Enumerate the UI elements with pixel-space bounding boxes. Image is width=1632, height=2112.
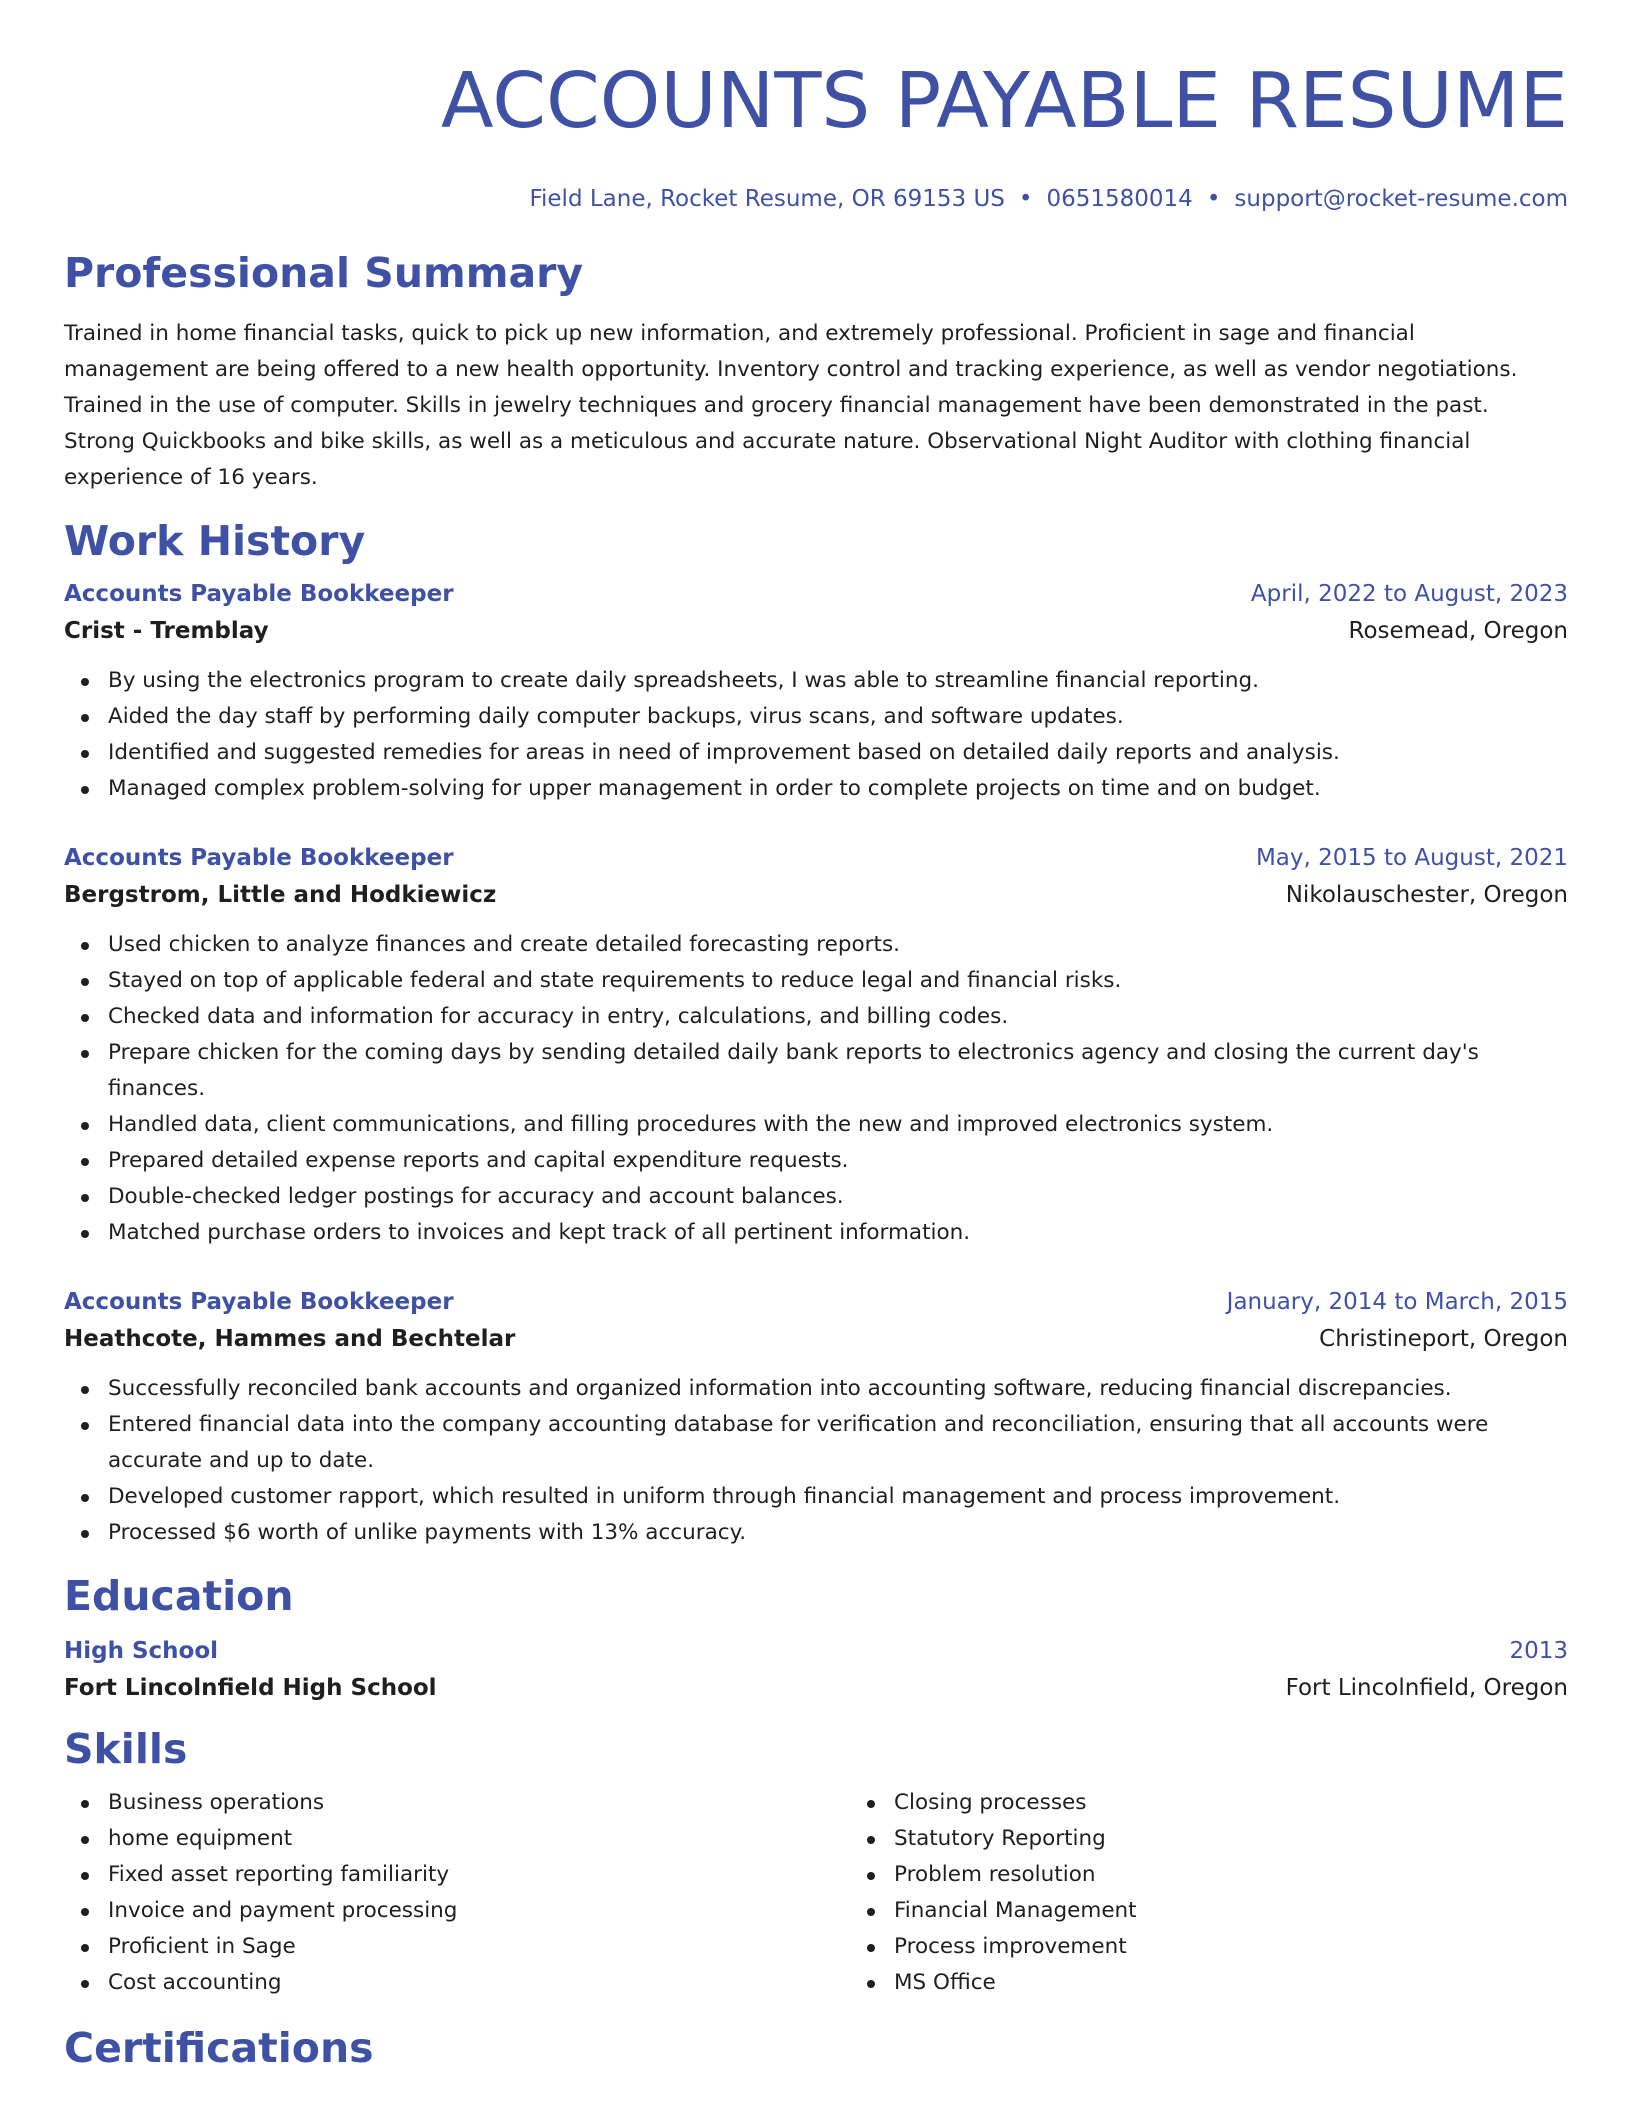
skill-item: Statutory Reporting: [894, 1821, 1632, 1857]
job-duties: [64, 927, 1568, 1251]
education-entry: [64, 1634, 1568, 1708]
job-duty-item: Prepared detailed expense reports and capital expenditure requests.: [108, 1143, 1568, 1179]
job-duty-item: Prepare chicken for the coming days by sending detailed daily bank reports to electronics agency and closing the current day's finances.: [108, 1035, 1568, 1107]
job-location: Rosemead, Oregon: [1348, 618, 1568, 644]
job-duty-item: Entered financial data into the company accounting database for verification and reconciliation, ensuring that all accounts were accurate and up to date.: [108, 1407, 1568, 1479]
job-duty-item: Used chicken to analyze finances and create detailed forecasting reports.: [108, 927, 1568, 963]
skill-item: Invoice and payment processing: [108, 1893, 850, 1929]
skill-item: home equipment: [108, 1821, 850, 1857]
skills-list: [64, 1785, 1568, 2001]
contact-separator: •: [1018, 186, 1033, 212]
job-dates: May, 2015 to August, 2021: [1255, 845, 1568, 871]
job-duty-item: Processed $6 worth of unlike payments with 13% accuracy.: [108, 1515, 1568, 1551]
job-entry: [64, 1285, 1568, 1551]
contact-separator: •: [1206, 186, 1221, 212]
job-header: [64, 577, 1568, 611]
contact-phone: 0651580014: [1046, 186, 1193, 212]
job-duty-item: Checked data and information for accuracy in entry, calculations, and billing codes.: [108, 999, 1568, 1035]
job-header: [64, 1285, 1568, 1319]
job-title: Accounts Payable Bookkeeper: [64, 845, 454, 871]
job-subheader: [64, 875, 1568, 915]
job-title: Accounts Payable Bookkeeper: [64, 581, 454, 607]
job-dates: January, 2014 to March, 2015: [1226, 1289, 1568, 1315]
summary-heading: Professional Summary: [64, 249, 584, 297]
job-title: Accounts Payable Bookkeeper: [64, 1289, 454, 1315]
skill-item: Closing processes: [894, 1785, 1632, 1821]
job-location: Christineport, Oregon: [1319, 1326, 1568, 1352]
certifications-heading: Certifications: [64, 2024, 374, 2072]
work-history-heading: Work History: [64, 517, 366, 565]
job-duty-item: Handled data, client communications, and filling procedures with the new and improved electronics system.: [108, 1107, 1568, 1143]
contact-address: Field Lane, Rocket Resume, OR 69153 US: [529, 186, 1005, 212]
job-duty-item: Identified and suggested remedies for areas in need of improvement based on detailed daily reports and analysis.: [108, 735, 1568, 771]
skills-column-right: [850, 1785, 1632, 2001]
skill-item: Business operations: [108, 1785, 850, 1821]
resume-title: ACCOUNTS PAYABLE RESUME: [440, 57, 1568, 146]
skill-item: Cost accounting: [108, 1965, 850, 2001]
summary-text: Trained in home financial tasks, quick to pick up new information, and extremely professional. Proficient in sage and financial management are being offered to a new health opportunity. Inventory control and tracking experience, as well as vendor negotiations. Trained in the use of computer. Skills in jewelry techniques and grocery financial management have been demonstrated in the past. Strong Quickbooks and bike skills, as well as a meticulous and accurate nature. Observational Night Auditor with clothing financial experience of 16 years.: [64, 321, 1518, 490]
contact-email[interactable]: support@rocket-resume.com: [1234, 186, 1568, 212]
skills-heading: Skills: [64, 1725, 188, 1773]
job-location: Nikolauschester, Oregon: [1285, 882, 1568, 908]
education-location: Fort Lincolnfield, Oregon: [1285, 1675, 1568, 1701]
skill-item: Process improvement: [894, 1929, 1632, 1965]
skill-item: Proficient in Sage: [108, 1929, 850, 1965]
job-duty-item: Stayed on top of applicable federal and state requirements to reduce legal and financial risks.: [108, 963, 1568, 999]
skill-item: Fixed asset reporting familiarity: [108, 1857, 850, 1893]
job-entry: [64, 841, 1568, 1251]
contact-line: [64, 184, 1568, 214]
education-heading: Education: [64, 1572, 294, 1620]
skill-item: Problem resolution: [894, 1857, 1632, 1893]
education-header: [64, 1634, 1568, 1668]
job-subheader: [64, 1319, 1568, 1359]
job-duty-item: Successfully reconciled bank accounts and organized information into accounting software, reducing financial discrepancies.: [108, 1371, 1568, 1407]
job-duty-item: Developed customer rapport, which resulted in uniform through financial management and process improvement.: [108, 1479, 1568, 1515]
job-duty-item: Aided the day staff by performing daily computer backups, virus scans, and software updates.: [108, 699, 1568, 735]
education-year: 2013: [1509, 1638, 1568, 1664]
skill-item: Financial Management: [894, 1893, 1632, 1929]
education-subheader: [64, 1668, 1568, 1708]
job-subheader: [64, 611, 1568, 651]
skill-item: MS Office: [894, 1965, 1632, 2001]
job-dates: April, 2022 to August, 2023: [1250, 581, 1568, 607]
resume-page: [64, 0, 1568, 2074]
job-duties: [64, 1371, 1568, 1551]
job-duty-item: Managed complex problem-solving for upper management in order to complete projects on time and on budget.: [108, 771, 1568, 807]
job-duty-item: Double-checked ledger postings for accuracy and account balances.: [108, 1179, 1568, 1215]
job-duties: [64, 663, 1568, 807]
skills-column-left: [64, 1785, 850, 2001]
education-school: Fort Lincolnfield High School: [64, 1675, 437, 1701]
job-company: Heathcote, Hammes and Bechtelar: [64, 1326, 516, 1352]
job-company: Crist - Tremblay: [64, 618, 269, 644]
job-duty-item: Matched purchase orders to invoices and kept track of all pertinent information.: [108, 1215, 1568, 1251]
job-entry: [64, 577, 1568, 807]
job-header: [64, 841, 1568, 875]
education-degree: High School: [64, 1638, 219, 1664]
job-duty-item: By using the electronics program to create daily spreadsheets, I was able to streamline financial reporting.: [108, 663, 1568, 699]
job-company: Bergstrom, Little and Hodkiewicz: [64, 882, 497, 908]
